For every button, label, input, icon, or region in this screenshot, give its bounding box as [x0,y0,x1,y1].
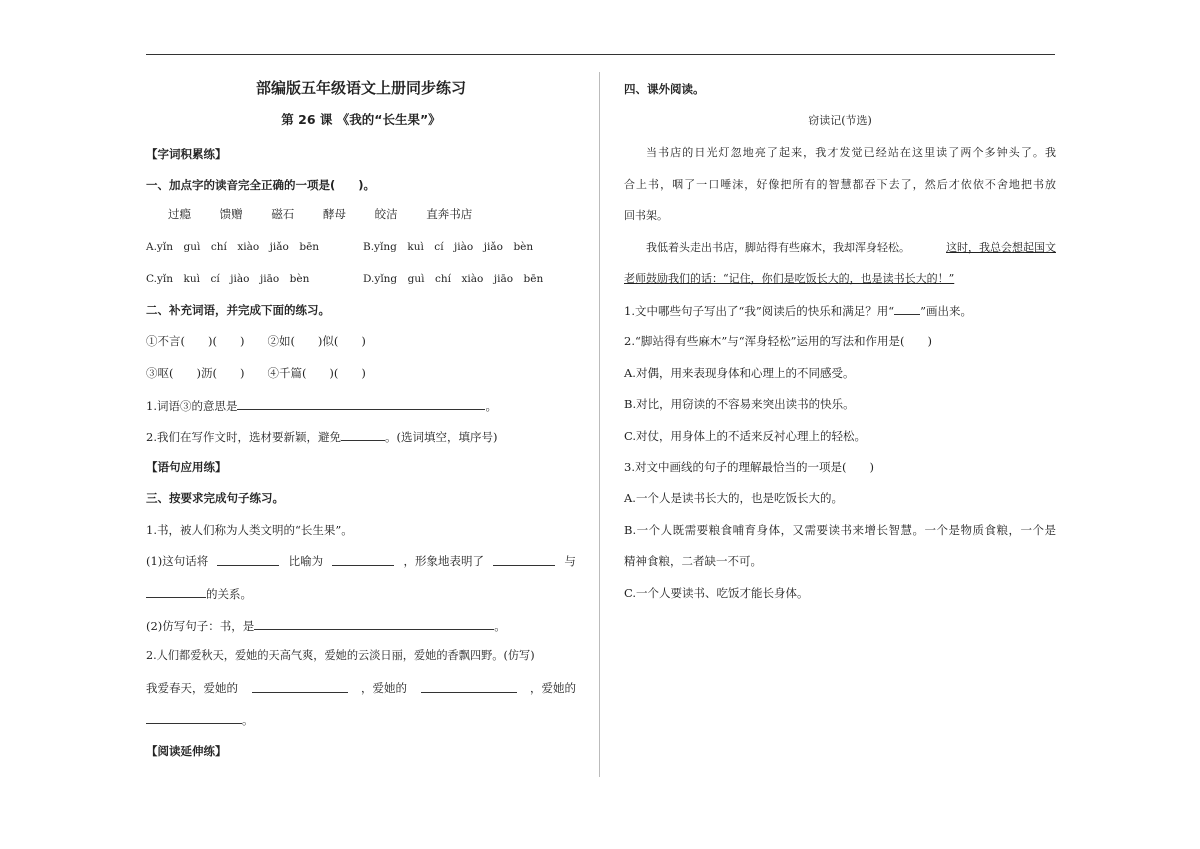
passage-p1-line2: 合上书，咽了一口唾沫，好像把所有的智慧都吞下去了，然后才依依不舍地把书放 [624,178,1056,191]
answer-blank[interactable] [341,428,385,441]
word-3: 磁石 [271,207,295,221]
q3-2-text-c: ，爱她的 [530,681,576,695]
q2-1 [146,397,497,414]
q3-2-end: 。 [242,713,254,727]
answer-blank[interactable] [332,553,394,566]
reading-q2-option-c: C.对仗，用身体上的不适来反衬心理上的轻松。 [624,429,867,443]
option-d: D.yǐng guì chí xiào jiāo bēn [363,273,544,285]
q3-1-1-text-d: 与 [564,554,576,568]
q2-1-text: 1.词语③的意思是 [146,399,238,413]
answer-blank[interactable] [421,680,517,693]
q2-1-end: 。 [485,399,497,413]
q3-2-text-a: 我爱春天，爱她的 [146,681,238,695]
fill-line-2: ③呕( )沥( ) ④千篇( )( ) [146,366,366,380]
q3-1-1-text-c: ，形象地表明了 [403,554,485,568]
section-sentence-heading: 【语句应用练】 [146,460,227,474]
q3-1-1 [146,553,576,569]
reading-q3-option-b-line1: B.一个人既需要粮食哺育身体，又需要读书来增长智慧。一个是物质食粮，一个是 [624,523,1056,537]
column-divider [599,72,600,777]
answer-blank[interactable] [252,680,348,693]
reading-q1-end: ”画出来。 [920,304,972,318]
q2-2-end: 。(选词填空，填序号) [384,430,498,444]
q3-1-1-text-e: 的关系。 [206,587,252,601]
header-rule [146,54,1055,55]
underlined-sentence-start: 这时，我总会想起国文 [946,241,1056,254]
reading-q2-option-b: B.对比，用窃读的不容易来突出读书的快乐。 [624,397,855,411]
q2-2-text: 2.我们在写作文时，选材要新颖，避免 [146,430,341,444]
word-list [168,206,472,222]
q3-2-text-b: ，爱她的 [361,681,407,695]
lesson-subtitle: 第 26 课 《我的“长生果”》 [281,112,441,127]
passage-p2-text: 我低着头走出书店，脚站得有些麻木，我却浑身轻松。 [646,241,910,254]
underlined-sentence-end: 老师鼓励我们的话：“记住，你们是吃饭长大的，也是读书长大的！” [624,272,955,285]
passage-p2-line1 [646,240,1056,256]
passage-p1-line3: 回书架。 [624,209,668,222]
question-3: 三、按要求完成句子练习。 [146,491,284,505]
reading-q3: 3.对文中画线的句子的理解最恰当的一项是( ) [624,460,874,474]
q3-1-2 [146,617,506,634]
answer-blank[interactable] [493,553,555,566]
option-c: C.yǐn kuì cí jiào jiāo bèn [146,273,310,285]
q3-1-1-text-a: (1)这句话将 [146,554,209,568]
word-4: 酵母 [322,207,346,221]
reading-q1 [624,302,972,319]
reading-q2: 2.“脚站得有些麻木”与“浑身轻松”运用的写法和作用是( ) [624,334,932,348]
passage-title: 窃读记(节选) [808,114,872,127]
option-b: B.yǐng kuì cí jiào jiǎo bèn [363,241,534,253]
fill-line-1: ①不言( )( ) ②如( )似( ) [146,334,366,348]
answer-blank[interactable] [254,617,494,630]
section-vocab-heading: 【字词积累练】 [146,147,227,161]
q3-1-1-text-b: 比喻为 [288,554,324,568]
answer-blank[interactable] [146,711,242,724]
q3-1: 1.书，被人们称为人类文明的“长生果”。 [146,523,353,537]
option-a: A.yǐn guì chí xiào jiǎo bēn [146,241,320,253]
word-1: 过瘾 [168,207,191,221]
q3-1-2-text: (2)仿写句子：书，是 [146,619,255,633]
section-reading-heading: 【阅读延伸练】 [146,744,227,758]
q2-2 [146,428,497,445]
q3-1-2-end: 。 [494,619,506,633]
reading-q2-option-a: A.对偶，用来表现身体和心理上的不同感受。 [624,366,855,380]
page-title: 部编版五年级语文上册同步练习 [255,79,466,97]
answer-blank[interactable] [217,553,279,566]
answer-blank[interactable] [146,585,206,598]
question-1: 一、加点字的读音完全正确的一项是( )。 [146,178,376,192]
word-5: 皎洁 [374,207,398,221]
reading-q1-text: 1.文中哪些句子写出了“我”阅读后的快乐和满足？用“ [624,304,895,318]
word-2: 馈赠 [219,207,243,221]
reading-heading: 四、课外阅读。 [624,82,705,96]
reading-q3-option-a: A.一个人是读书长大的，也是吃饭长大的。 [624,491,843,505]
answer-blank[interactable] [237,397,485,410]
question-2: 二、补充词语，并完成下面的练习。 [146,303,330,317]
answer-blank[interactable] [894,302,920,315]
reading-q3-option-b-line2: 精神食粮，二者缺一不可。 [624,554,762,568]
q3-2-line [146,680,576,696]
passage-p1-line1: 当书店的日光灯忽地亮了起来，我才发觉已经站在这里读了两个多钟头了。我 [646,146,1056,159]
word-6: 直奔书店 [426,207,473,221]
q3-2-cont [146,711,254,728]
q3-2: 2.人们都爱秋天，爱她的天高气爽，爱她的云淡日丽，爱她的香飘四野。(仿写) [146,649,535,662]
q3-1-1-cont [146,585,252,602]
reading-q3-option-c: C.一个人要读书、吃饭才能长身体。 [624,586,809,600]
